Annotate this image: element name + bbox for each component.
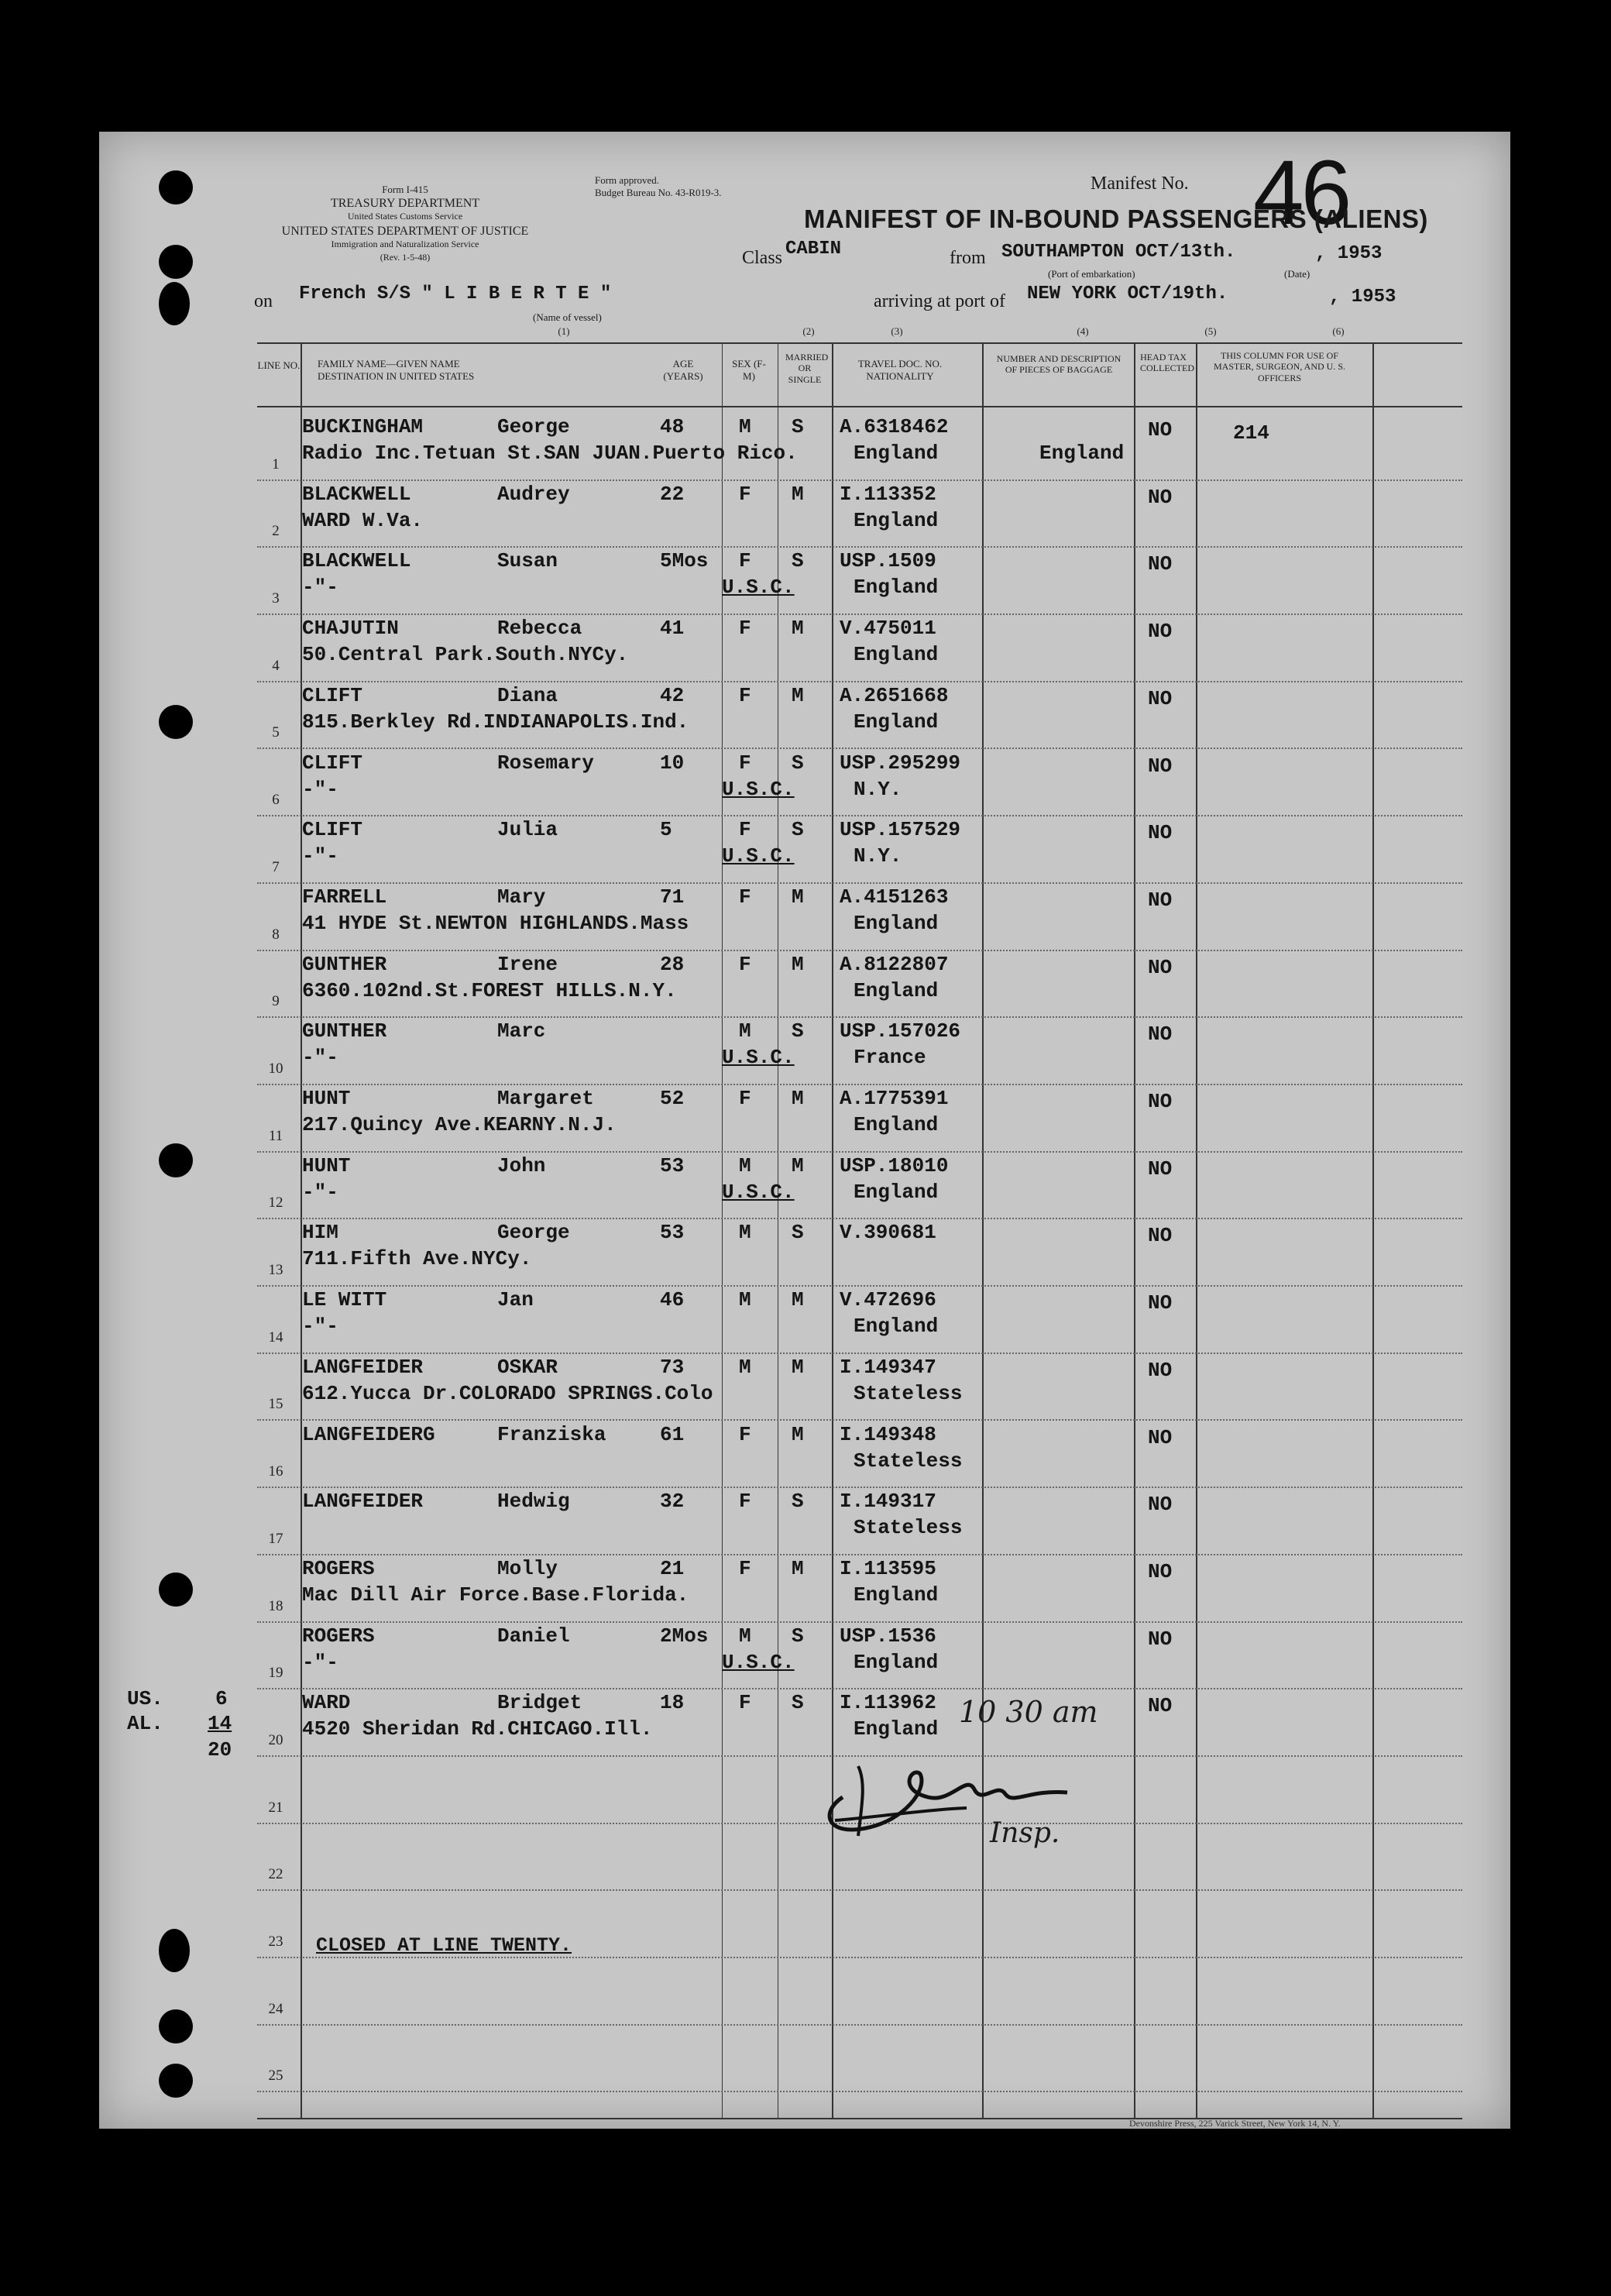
head-tax: NO <box>1148 955 1173 979</box>
line-no: 12 <box>268 1194 283 1212</box>
col-num-6: (6) <box>1332 325 1345 337</box>
line-no: 21 <box>268 1799 283 1816</box>
line-no: 19 <box>268 1665 283 1682</box>
head-tax: NO <box>1148 1224 1173 1248</box>
col-baggage: NUMBER AND DESCRIPTION OF PIECES OF BAGGAGE <box>996 353 1122 376</box>
nationality: N.Y. <box>854 844 902 868</box>
given-name: Margaret <box>497 1087 594 1110</box>
given-name: Daniel <box>497 1624 570 1648</box>
col-sex: SEX (F-M) <box>732 358 766 382</box>
table-row <box>257 748 1462 817</box>
date-note: (Date) <box>1284 268 1310 280</box>
travel-doc: A.6318462 <box>840 415 949 438</box>
head-tax: NO <box>1148 1157 1173 1181</box>
marital-status: S <box>792 818 804 842</box>
head-tax: NO <box>1148 1291 1173 1315</box>
arriving-value: NEW YORK OCT/19th. <box>1027 284 1228 304</box>
manifest-page <box>99 132 1510 2129</box>
age: 53 <box>660 1221 685 1245</box>
family-name: LANGFEIDER <box>302 1490 424 1514</box>
signature-time: 10 30 am <box>959 1695 1098 1729</box>
manifest-title: MANIFEST OF IN-BOUND PASSENGERS (ALIENS) <box>804 205 1428 233</box>
line-no: 1 <box>272 455 280 473</box>
tally-total: 20 <box>208 1738 232 1762</box>
nationality: England <box>854 1717 939 1741</box>
destination: -"- <box>302 1650 338 1674</box>
head-tax: NO <box>1148 888 1173 912</box>
marital-status: M <box>792 482 804 506</box>
head-tax: NO <box>1148 1023 1173 1047</box>
binder-hole <box>159 1929 190 1972</box>
family-name: HUNT <box>302 1153 351 1177</box>
nationality: England <box>854 508 939 532</box>
col-name: FAMILY NAME—GIVEN NAME DESTINATION IN UNITED STATES <box>318 358 475 382</box>
nationality: France <box>854 1046 926 1070</box>
destination: Mac Dill Air Force.Base.Florida. <box>302 1583 689 1607</box>
given-name: OSKAR <box>497 1355 558 1379</box>
citizen-mark: U.S.C. <box>722 844 795 868</box>
given-name: Hedwig <box>497 1490 570 1514</box>
age: 53 <box>660 1153 685 1177</box>
head-tax: NO <box>1148 1493 1173 1517</box>
sex: M <box>739 1153 751 1177</box>
citizen-mark: U.S.C. <box>722 1046 795 1070</box>
head-tax: NO <box>1148 821 1173 845</box>
travel-doc: I.149348 <box>840 1422 936 1446</box>
travel-doc: V.472696 <box>840 1288 936 1312</box>
class-value: CABIN <box>785 239 842 260</box>
vessel-name: French S/S " L I B E R T E " <box>299 284 612 304</box>
head-tax: NO <box>1148 1694 1173 1718</box>
given-name: Jan <box>497 1288 534 1312</box>
marital-status: S <box>792 415 804 438</box>
col-married: MARRIED OR SINGLE <box>785 352 829 385</box>
year-one: , 1953 <box>1315 243 1383 264</box>
marital-status: M <box>792 1153 804 1177</box>
empty-row <box>257 1889 1462 1958</box>
line-no: 15 <box>268 1396 283 1413</box>
travel-doc: I.149347 <box>840 1355 936 1379</box>
given-name: Rosemary <box>497 751 594 775</box>
binder-hole <box>159 2009 193 2043</box>
destination: 41 HYDE St.NEWTON HIGHLANDS.Mass <box>302 911 689 935</box>
nationality: Stateless <box>854 1516 963 1540</box>
destination: 217.Quincy Ave.KEARNY.N.J. <box>302 1113 617 1136</box>
line-no: 5 <box>272 724 280 741</box>
tally-al-label: AL. <box>127 1712 163 1735</box>
travel-doc: I.113352 <box>840 482 936 506</box>
family-name: ROGERS <box>302 1624 375 1648</box>
age: 41 <box>660 617 685 641</box>
destination: -"- <box>302 1046 338 1070</box>
family-name: LE WITT <box>302 1288 387 1312</box>
line-no: 13 <box>268 1262 283 1279</box>
line-no: 11 <box>268 1127 283 1144</box>
travel-doc: USP.157529 <box>840 818 961 842</box>
travel-doc: V.475011 <box>840 617 936 641</box>
sex: F <box>739 482 751 506</box>
line-no: 7 <box>272 858 280 875</box>
binder-hole <box>159 2064 193 2098</box>
printer-imprint: Devonshire Press, 225 Varick Street, New York 14, N. Y. <box>1129 2118 1341 2129</box>
vessel-note: (Name of vessel) <box>533 311 602 323</box>
given-name: George <box>497 1221 570 1245</box>
col-head-tax: HEAD TAX COLLECTED <box>1140 352 1194 374</box>
table-row <box>257 479 1462 548</box>
destination: 50.Central Park.South.NYCy. <box>302 643 629 667</box>
age: 48 <box>660 415 685 438</box>
line-no: 6 <box>272 792 280 809</box>
marital-status: M <box>792 1288 804 1312</box>
treasury-dept: TREASURY DEPARTMENT <box>330 197 480 210</box>
family-name: BLACKWELL <box>302 549 411 573</box>
form-number: Form I-415 <box>382 184 428 195</box>
head-tax: NO <box>1148 485 1173 509</box>
closed-at-line: CLOSED AT LINE TWENTY. <box>316 1934 572 1957</box>
marital-status: S <box>792 549 804 573</box>
family-name: GUNTHER <box>302 952 387 976</box>
family-name: CLIFT <box>302 751 363 775</box>
sex: M <box>739 1624 751 1648</box>
given-name: Rebecca <box>497 617 582 641</box>
destination: 815.Berkley Rd.INDIANAPOLIS.Ind. <box>302 710 689 734</box>
table-row <box>257 882 1462 951</box>
nationality: England <box>854 442 939 465</box>
table-row <box>257 1218 1462 1287</box>
manifest-label: Manifest No. <box>1091 174 1189 194</box>
marital-status: M <box>792 1087 804 1110</box>
travel-doc: USP.157026 <box>840 1019 961 1043</box>
binder-hole <box>159 705 193 739</box>
destination: 612.Yucca Dr.COLORADO SPRINGS.Colo <box>302 1381 713 1405</box>
binder-hole <box>159 170 193 205</box>
col-num-5: (5) <box>1204 325 1217 337</box>
nationality: England <box>854 978 939 1002</box>
sex: M <box>739 1221 751 1245</box>
table-row <box>257 546 1462 615</box>
marital-status: M <box>792 952 804 976</box>
col-line-no: LINE NO. <box>257 359 301 371</box>
table-row <box>257 1353 1462 1421</box>
given-name: Bridget <box>497 1691 582 1715</box>
marital-status: S <box>792 1490 804 1514</box>
destination: 6360.102nd.St.FOREST HILLS.N.Y. <box>302 978 677 1002</box>
family-name: ROGERS <box>302 1556 375 1580</box>
line-no: 24 <box>268 2000 283 2017</box>
revision: (Rev. 1-5-48) <box>380 252 431 263</box>
destination: -"- <box>302 777 338 801</box>
family-name: CLIFT <box>302 818 363 842</box>
binder-hole <box>159 1572 193 1607</box>
port-embark-note: (Port of embarkation) <box>1048 268 1135 280</box>
manifest-number: 46 <box>1253 142 1349 244</box>
sex: M <box>739 1355 751 1379</box>
destination: -"- <box>302 1315 338 1339</box>
col-num-4: (4) <box>1077 325 1089 337</box>
nationality: England <box>854 576 939 600</box>
family-name: LANGFEIDER <box>302 1355 424 1379</box>
sex: F <box>739 617 751 641</box>
nationality: England <box>854 1180 939 1204</box>
marital-status: S <box>792 1624 804 1648</box>
given-name: Susan <box>497 549 558 573</box>
destination: WARD W.Va. <box>302 508 424 532</box>
sex: F <box>739 549 751 573</box>
age: 28 <box>660 952 685 976</box>
table-row <box>257 614 1462 682</box>
travel-doc: USP.295299 <box>840 751 961 775</box>
travel-doc: USP.1509 <box>840 549 936 573</box>
travel-doc: A.1775391 <box>840 1087 949 1110</box>
table-row <box>257 1285 1462 1354</box>
sex: F <box>739 952 751 976</box>
age: 21 <box>660 1556 685 1580</box>
table-row <box>257 1151 1462 1220</box>
marital-status: M <box>792 617 804 641</box>
on-label: on <box>254 291 273 311</box>
destination: 4520 Sheridan Rd.CHICAGO.Ill. <box>302 1717 653 1741</box>
nationality: England <box>854 1315 939 1339</box>
age: 2Mos <box>660 1624 709 1648</box>
tally-us: 6 <box>215 1687 228 1710</box>
head-tax: NO <box>1148 1627 1173 1651</box>
given-name: Diana <box>497 683 558 707</box>
nationality: England <box>854 1650 939 1674</box>
given-name: Molly <box>497 1556 558 1580</box>
age: 32 <box>660 1490 685 1514</box>
line-no: 14 <box>268 1328 283 1346</box>
line-no: 23 <box>268 1933 283 1951</box>
binder-hole <box>159 282 190 325</box>
line-no: 18 <box>268 1597 283 1614</box>
marital-status: M <box>792 1355 804 1379</box>
binder-hole <box>159 1143 193 1177</box>
line-no: 17 <box>268 1530 283 1547</box>
year-two: , 1953 <box>1329 287 1396 308</box>
sex: F <box>739 683 751 707</box>
citizen-mark: U.S.C. <box>722 576 795 600</box>
family-name: HIM <box>302 1221 338 1245</box>
given-name: Franziska <box>497 1422 606 1446</box>
col-officers: THIS COLUMN FOR USE OF MASTER, SURGEON, AND U. S. OFFICERS <box>1213 350 1346 383</box>
age: 5Mos <box>660 549 709 573</box>
table-row <box>257 1084 1462 1153</box>
table-row <box>257 681 1462 750</box>
nationality: England <box>854 710 939 734</box>
col-age: AGE (YEARS) <box>663 358 703 382</box>
line-no: 16 <box>268 1463 283 1480</box>
head-tax: NO <box>1148 1559 1173 1583</box>
nationality: England <box>854 1583 939 1607</box>
empty-row <box>257 2024 1462 2093</box>
age: 22 <box>660 482 685 506</box>
head-tax: NO <box>1148 1425 1173 1449</box>
marital-status: S <box>792 1691 804 1715</box>
col-num-3: (3) <box>891 325 903 337</box>
family-name: BLACKWELL <box>302 482 411 506</box>
line-no: 2 <box>272 523 280 540</box>
travel-doc: V.390681 <box>840 1221 936 1245</box>
citizen-mark: U.S.C. <box>722 1180 795 1204</box>
manifest-table <box>257 342 1462 2119</box>
destination: Radio Inc.Tetuan St.SAN JUAN.Puerto Rico. <box>302 442 798 465</box>
travel-doc: I.149317 <box>840 1490 936 1514</box>
head-tax: NO <box>1148 620 1173 644</box>
citizen-mark: U.S.C. <box>722 1650 795 1674</box>
given-name: Irene <box>497 952 558 976</box>
line-no: 8 <box>272 926 280 943</box>
family-name: CHAJUTIN <box>302 617 399 641</box>
nationality: England <box>1039 442 1125 465</box>
sex: F <box>739 1556 751 1580</box>
line-no: 20 <box>268 1731 283 1748</box>
citizen-mark: U.S.C. <box>722 777 795 801</box>
sex: F <box>739 885 751 909</box>
line-no: 10 <box>268 1060 283 1077</box>
age: 71 <box>660 885 685 909</box>
table-row <box>257 950 1462 1019</box>
col-travel: TRAVEL DOC. NO. NATIONALITY <box>857 358 943 382</box>
family-name: HUNT <box>302 1087 351 1110</box>
sex: M <box>739 415 751 438</box>
given-name: Julia <box>497 818 558 842</box>
marital-status: M <box>792 683 804 707</box>
head-tax: NO <box>1148 1090 1173 1113</box>
class-label: Class <box>742 248 783 268</box>
sex: M <box>739 1288 751 1312</box>
head-tax: NO <box>1148 1358 1173 1382</box>
table-row <box>257 1487 1462 1555</box>
age: 18 <box>660 1691 685 1715</box>
line-no: 22 <box>268 1866 283 1883</box>
table-row <box>257 1621 1462 1690</box>
given-name: Marc <box>497 1019 546 1043</box>
justice-dept: UNITED STATES DEPARTMENT OF JUSTICE <box>281 225 529 238</box>
given-name: George <box>497 415 570 438</box>
head-tax: NO <box>1148 754 1173 778</box>
age: 61 <box>660 1422 685 1446</box>
table-row <box>257 1420 1462 1489</box>
travel-doc: A.8122807 <box>840 952 949 976</box>
head-tax: NO <box>1148 686 1173 710</box>
signature-title: Insp. <box>990 1817 1060 1849</box>
sex: F <box>739 1422 751 1446</box>
table-row <box>257 412 1462 481</box>
marital-status: S <box>792 751 804 775</box>
budget-bureau: Budget Bureau No. 43-R019-3. <box>595 187 722 198</box>
marital-status: S <box>792 1221 804 1245</box>
tally-us-label: US. <box>127 1687 163 1710</box>
nationality: England <box>854 911 939 935</box>
travel-doc: A.4151263 <box>840 885 949 909</box>
nationality: Stateless <box>854 1449 963 1473</box>
sex: F <box>739 818 751 842</box>
travel-doc: I.113595 <box>840 1556 936 1580</box>
family-name: FARRELL <box>302 885 387 909</box>
sex: M <box>739 1019 751 1043</box>
from-value: SOUTHAMPTON OCT/13th. <box>1001 242 1236 263</box>
ins-service: Immigration and Naturalization Service <box>331 239 479 249</box>
line-no: 25 <box>268 2067 283 2085</box>
sex: F <box>739 751 751 775</box>
destination: -"- <box>302 1180 338 1204</box>
nationality: Stateless <box>854 1381 963 1405</box>
line-no: 3 <box>272 590 280 607</box>
destination: 711.Fifth Ave.NYCy. <box>302 1247 532 1271</box>
age: 46 <box>660 1288 685 1312</box>
destination: -"- <box>302 576 338 600</box>
form-approved: Form approved. <box>595 174 660 186</box>
col-num-2: (2) <box>802 325 815 337</box>
from-label: from <box>950 248 986 268</box>
family-name: BUCKINGHAM <box>302 415 424 438</box>
family-name: WARD <box>302 1691 351 1715</box>
travel-doc: USP.1536 <box>840 1624 936 1648</box>
empty-row <box>257 1957 1462 2026</box>
age: 73 <box>660 1355 685 1379</box>
given-name: Mary <box>497 885 546 909</box>
sex: F <box>739 1691 751 1715</box>
family-name: GUNTHER <box>302 1019 387 1043</box>
table-row <box>257 1016 1462 1085</box>
line-no: 4 <box>272 657 280 674</box>
table-row <box>257 815 1462 884</box>
travel-doc: A.2651668 <box>840 683 949 707</box>
arriving-label: arriving at port of <box>874 291 1005 311</box>
marital-status: M <box>792 885 804 909</box>
nationality: England <box>854 1113 939 1136</box>
head-tax: NO <box>1148 418 1173 442</box>
table-row <box>257 1554 1462 1623</box>
head-tax: NO <box>1148 552 1173 576</box>
age: 42 <box>660 683 685 707</box>
family-name: LANGFEIDERG <box>302 1422 435 1446</box>
travel-doc: USP.18010 <box>840 1153 949 1177</box>
marital-status: M <box>792 1422 804 1446</box>
travel-doc: I.113962 <box>840 1691 936 1715</box>
sex: F <box>739 1490 751 1514</box>
given-name: Audrey <box>497 482 570 506</box>
age: 52 <box>660 1087 685 1110</box>
age: 10 <box>660 751 685 775</box>
col-num-1: (1) <box>558 325 570 337</box>
line-no: 9 <box>272 993 280 1010</box>
given-name: John <box>497 1153 546 1177</box>
nationality: N.Y. <box>854 777 902 801</box>
sex: F <box>739 1087 751 1110</box>
nationality: England <box>854 643 939 667</box>
marital-status: S <box>792 1019 804 1043</box>
tally-al: 14 <box>208 1712 232 1735</box>
customs-service: United States Customs Service <box>347 211 463 222</box>
officer-note: 214 <box>1233 421 1269 445</box>
age: 5 <box>660 818 672 842</box>
marital-status: M <box>792 1556 804 1580</box>
binder-hole <box>159 245 193 279</box>
family-name: CLIFT <box>302 683 363 707</box>
destination: -"- <box>302 844 338 868</box>
